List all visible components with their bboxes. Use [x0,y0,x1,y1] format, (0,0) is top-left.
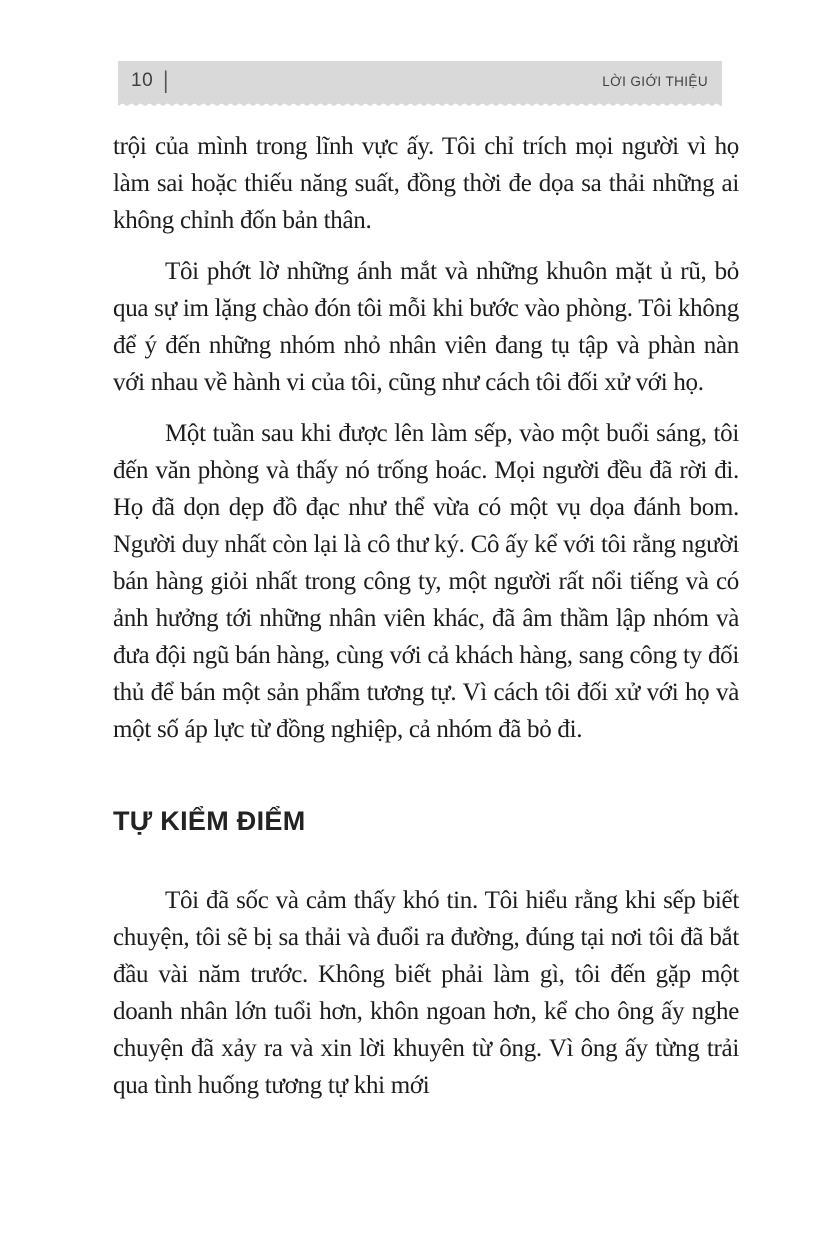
header-separator: | [163,67,169,94]
section-heading: TỰ KIỂM ĐIỂM [113,806,306,836]
paragraph: Tôi đã sốc và cảm thấy khó tin. Tôi hiểu rằng khi sếp biết chuyện, tôi sẽ bị sa thải và đuổi ra đường, đúng tại nơi tôi đã bắt đầu vài năm trước. Không biết phải làm gì, tôi đến gặp một doanh nhân lớn tuổi hơn, khôn ngoan hơn, kể cho ông ấy nghe chuyện đã xảy ra và xin lời khuyên từ ông. Vì ông ấy từng trải qua tình huống tương tự khi mới [113,887,739,1100]
paragraph: Một tuần sau khi được lên làm sếp, vào một buổi sáng, tôi đến văn phòng và thấy nó trống hoác. Mọi người đều đã rời đi. Họ đã dọn dẹp đồ đạc như thể vừa có một vụ dọa đánh bom. Người duy nhất còn lại là cô thư ký. Cô ấy kể với tôi rằng người bán hàng giỏi nhất trong công ty, một người rất nổi tiếng và có ảnh hưởng tới những nhân viên khác, đã âm thầm lập nhóm và đưa đội ngũ bán hàng, cùng với cả khách hàng, sang công ty đối thủ để bán một sản phẩm tương tự. Vì cách tôi đối xử với họ và một số áp lực từ đồng nghiệp, cả nhóm đã bỏ đi. [113,420,739,743]
paragraph-continuation: trội của mình trong lĩnh vực ấy. Tôi chỉ trích mọi người vì họ làm sai hoặc thiếu năng suất, đồng thời đe dọa sa thải những ai không chỉnh đốn bản thân. [113,133,739,234]
page-number: 10 [131,70,154,91]
running-header-bar [118,61,722,101]
paragraph: Tôi phớt lờ những ánh mắt và những khuôn mặt ủ rũ, bỏ qua sự im lặng chào đón tôi mỗi khi bước vào phòng. Tôi không để ý đến những nhóm nhỏ nhân viên đang tụ tập và phàn nàn với nhau về hành vi của tôi, cũng như cách tôi đối xử với họ. [113,258,739,396]
page-number-group [131,67,169,94]
page-body [113,128,739,1118]
running-title: LỜI GIỚI THIỆU [602,73,708,89]
